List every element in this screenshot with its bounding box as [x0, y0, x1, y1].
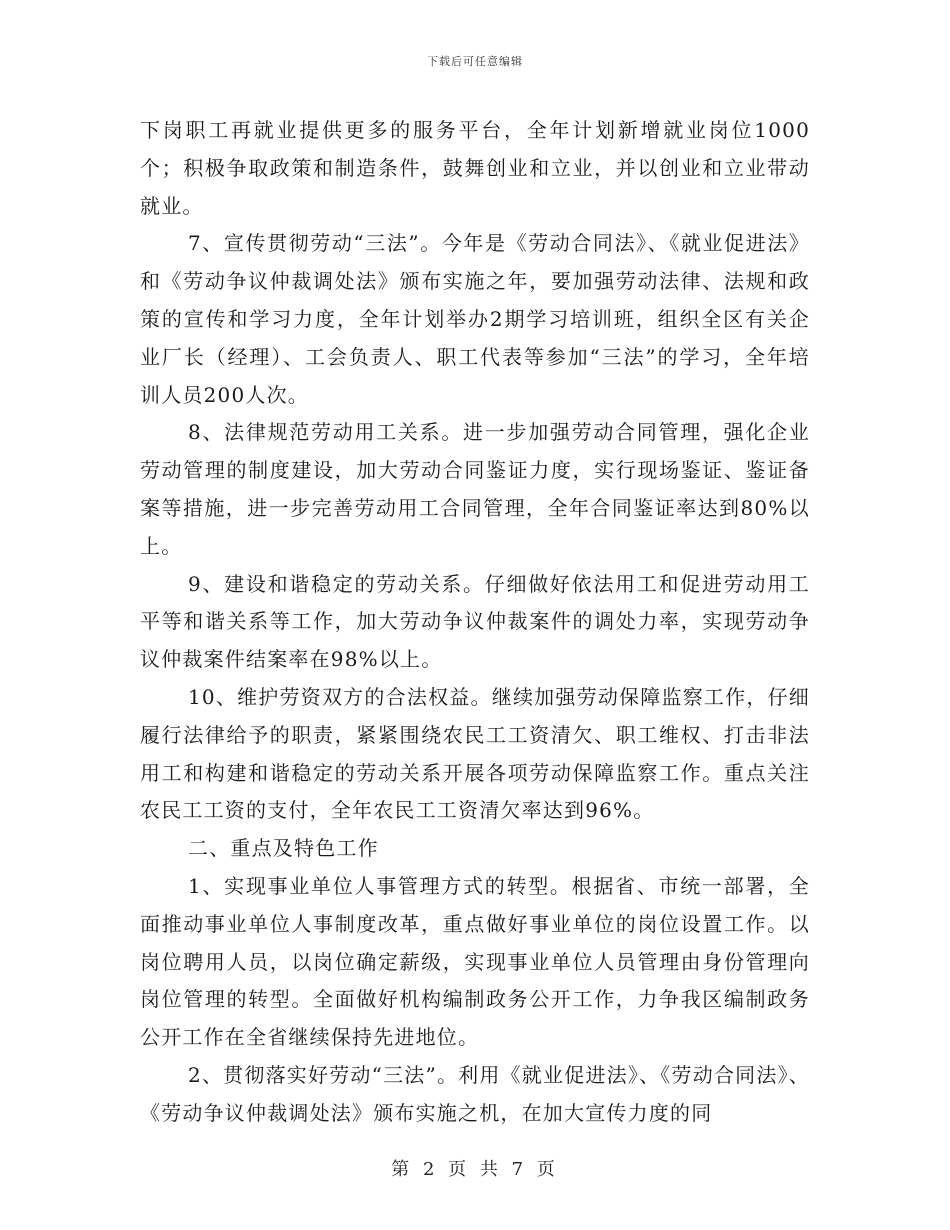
paragraph: 1、实现事业单位人事管理方式的转型。根据省、市统一部署，全面推动事业单位人事制度改革，重点做好事业单位的岗位设置工作。以岗位聘用人员，以岗位确定薪级，实现事业单位人员管理由身份管理向岗位管理的转型。全面做好机构编制政务公开工作，力争我区编制政务公开工作在全省继续保持先进地位。 [140, 873, 810, 1050]
section-heading: 二、重点及特色工作 [188, 836, 379, 861]
page-number: 第 2 页 共 7 页 [391, 1159, 559, 1180]
paragraph: 2、贯彻落实好劳动“三法”。利用《就业促进法》、《劳动合同法》、《劳动争议仲裁调处法》颁布实施之机，在加大宣传力度的同 [140, 1062, 810, 1125]
paragraph: 9、建设和谐稳定的劳动关系。仔细做好依法用工和促进劳动用工平等和谐关系等工作，加大劳动争议仲裁案件的调处力率，实现劳动争议仲裁案件结案率在98%以上。 [140, 571, 810, 672]
document-body [140, 112, 810, 1133]
paragraph: 8、法律规范劳动用工关系。进一步加强劳动合同管理，强化企业劳动管理的制度建设，加大劳动合同鉴证力度，实行现场鉴证、鉴证备案等措施，进一步完善劳动用工合同管理，全年合同鉴证率达到80%以上。 [140, 420, 810, 558]
page-header: 下载后可任意编辑 [427, 55, 523, 68]
paragraph: 下岗职工再就业提供更多的服务平台，全年计划新增就业岗位1000个；积极争取政策和制造条件，鼓舞创业和立业，并以创业和立业带动就业。 [140, 118, 810, 218]
paragraph: 7、宣传贯彻劳动“三法”。今年是《劳动合同法》、《就业促进法》和《劳动争议仲裁调处法》颁布实施之年，要加强劳动法律、法规和政策的宣传和学习力度，全年计划举办2期学习培训班，组织全区有关企业厂长（经理）、工会负责人、职工代表等参加“三法”的学习，全年培训人员200人次。 [140, 231, 810, 407]
paragraph: 10、维护劳资双方的合法权益。继续加强劳动保障监察工作，仔细履行法律给予的职责，紧紧围绕农民工工资清欠、职工维权、打击非法用工和构建和谐稳定的劳动关系开展各项劳动保障监察工作。重点关注农民工工资的支付，全年农民工工资清欠率达到96%。 [140, 684, 810, 823]
